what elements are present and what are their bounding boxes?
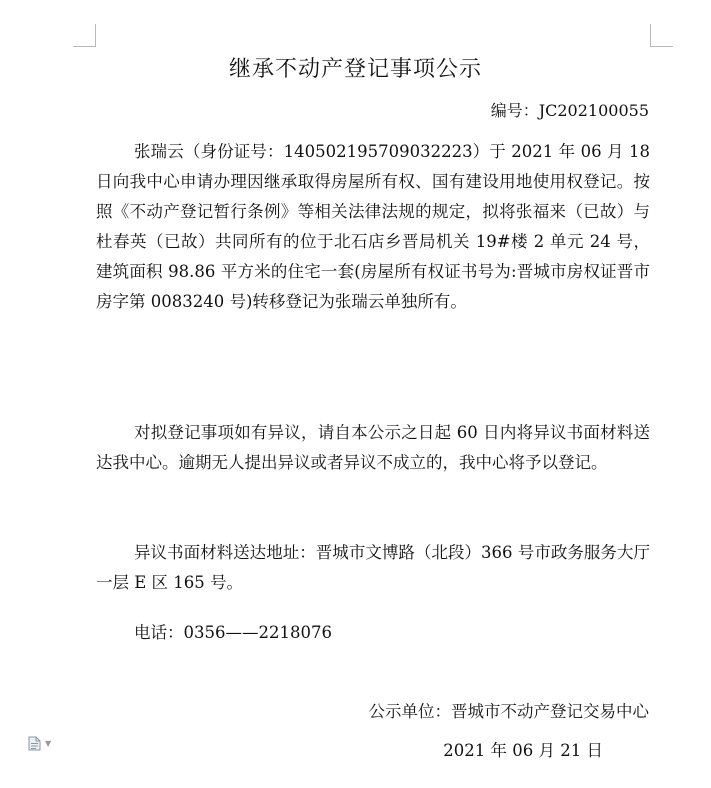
document-title: 继承不动产登记事项公示 — [228, 57, 482, 82]
signature-unit: 公示单位：晋城市不动产登记交易中心 — [368, 702, 649, 721]
paragraph-objection-address: 异议书面材料送达地址：晋城市文博路（北段）366 号市政务服务大厅一层 E 区 165 号。 — [96, 543, 650, 592]
document-icon — [28, 736, 41, 751]
paragraph-application: 张瑞云（身份证号：140502195709032223）于 2021 年 06 月 18 日向我中心申请办理因继承取得房屋所有权、国有建设用地使用权登记。按照《不动产登记暂行条例》等相关法律法规的规定，拟将张福来（已故）与杜春英（已故）共同所有的位于北石店乡晋局机关 19#楼 2 单元 24 号，建筑面积 98.86 平方米的住宅一套(房屋所有权证书号为:晋城市房权证晋市房字第 0083240 号)转移登记为张瑞云单独所有。 — [96, 142, 650, 311]
document-menu-button[interactable] — [28, 736, 51, 751]
document-number: 编号：JC202100055 — [490, 101, 649, 120]
paragraph-phone: 电话：0356——2218076 — [134, 623, 332, 642]
signature-date: 2021 年 06 月 21 日 — [443, 741, 603, 760]
page-corner-mark-top-right — [650, 24, 673, 47]
page-corner-mark-top-left — [73, 24, 96, 47]
chevron-down-icon: ▼ — [45, 739, 52, 748]
paragraph-objection-notice: 对拟登记事项如有异议，请自本公示之日起 60 日内将异议书面材料送达我中心。逾期无人提出异议或者异议不成立的，我中心将予以登记。 — [96, 423, 650, 472]
